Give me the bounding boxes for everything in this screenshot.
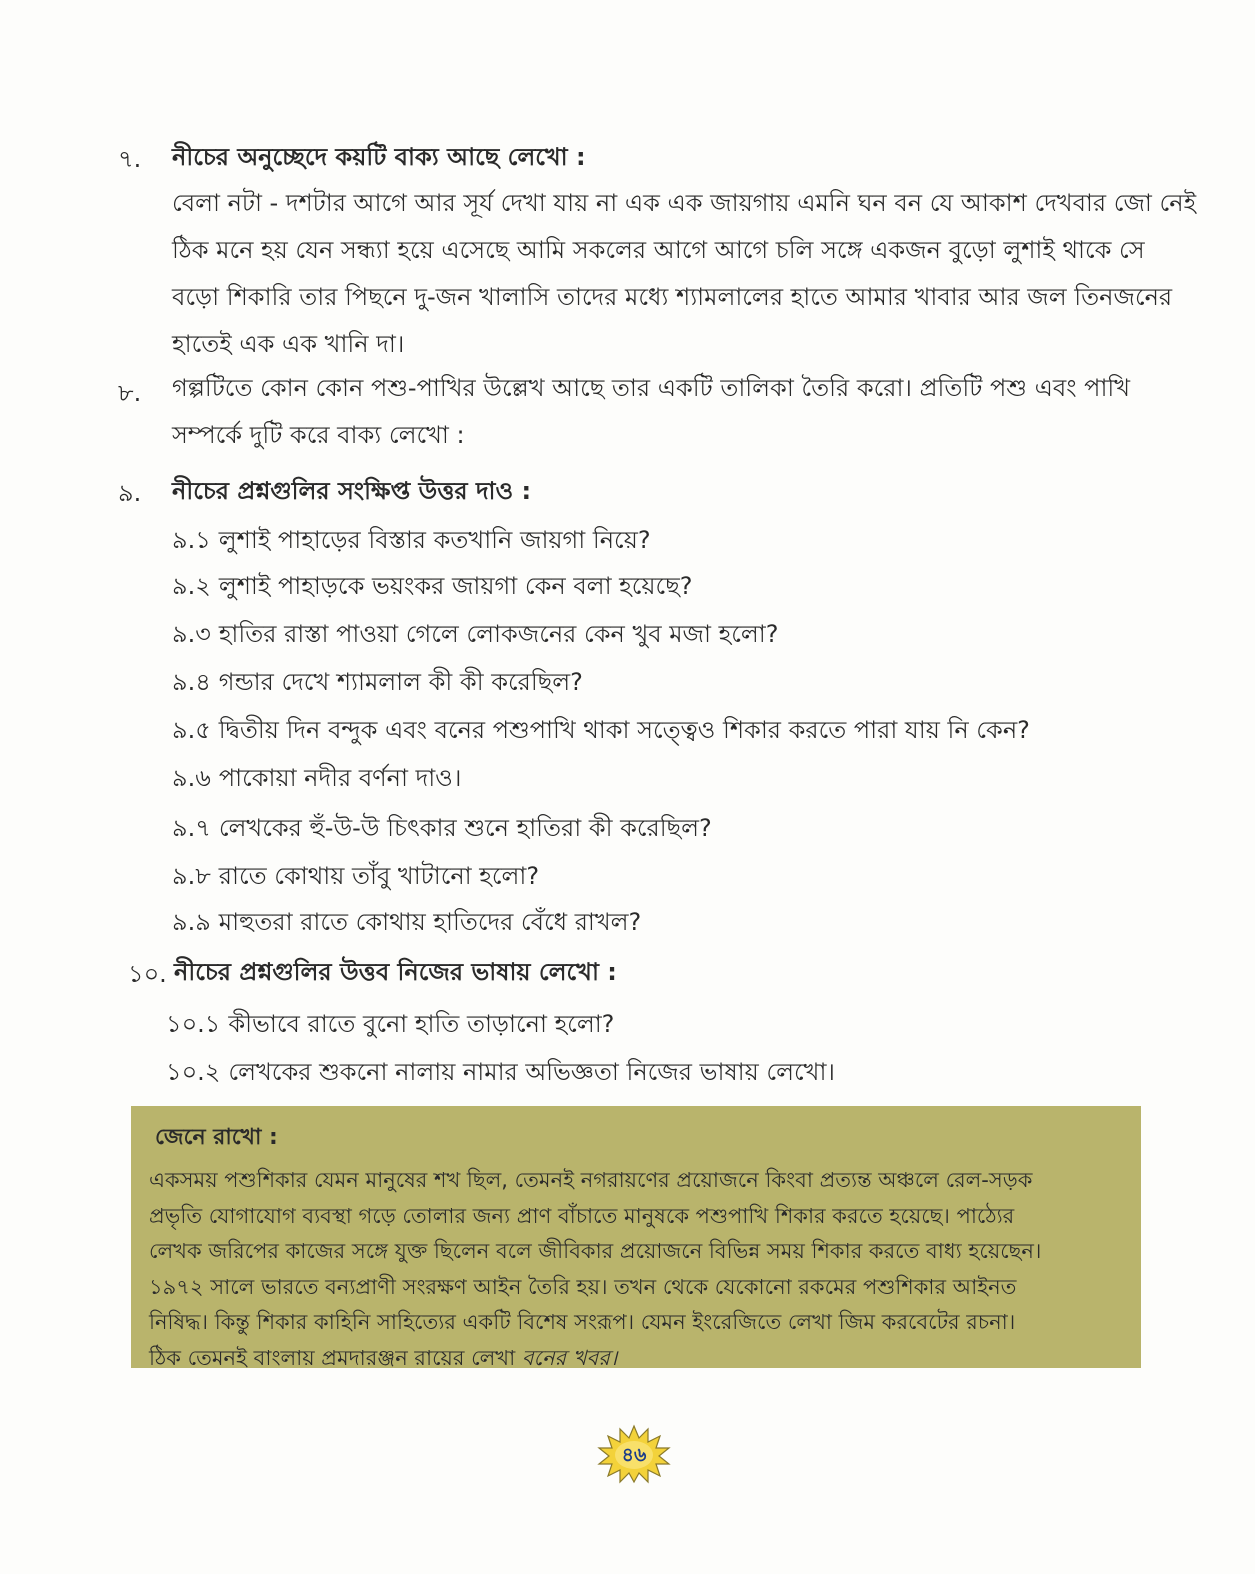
sub-question-text: পাকোয়া নদীর বর্ণনা দাও।: [218, 764, 462, 792]
sub-question-number: ৯.৩: [172, 620, 211, 648]
book-title: বনের খবর।: [521, 1345, 618, 1370]
note-line: একসময় পশুশিকার যেমন মানুষের শখ ছিল, তেমনই নগরায়ণের প্রয়োজনে কিংবা প্রত্যন্ত অঞ্চলে রেল-সড়ক: [149, 1168, 1033, 1192]
sub-question: [172, 568, 692, 608]
sub-question-text: রাতে কোথায় তাঁবু খাটানো হলো?: [218, 862, 540, 890]
sub-question-text: লুশাই পাহাড়কে ভয়ংকর জায়গা কেন বলা হয়েছে?: [218, 572, 693, 600]
note-line: নিষিদ্ধ। কিন্তু শিকার কাহিনি সাহিত্যের একটি বিশেষ সংরূপ। যেমন ইংরেজিতে লেখা জিম করবেটের রচনা।: [149, 1310, 1016, 1334]
question-number: ৮.: [118, 379, 142, 407]
sub-question-text: দ্বিতীয় দিন বন্দুক এবং বনের পশুপাখি থাকা সত্ত্বেও শিকার করতে পারা যায় নি কেন?: [218, 716, 1030, 744]
note-line: লেখক জরিপের কাজের সঙ্গে যুক্ত ছিলেন বলে জীবিকার প্রয়োজনে বিভিন্ন সময় শিকার করতে বাধ্য হয়েছেন।: [149, 1239, 1042, 1263]
note-line: ১৯৭২ সালে ভারতে বন্যপ্রাণী সংরক্ষণ আইন তৈরি হয়। তখন থেকে যেকোনো রকমের পশুশিকার আইনত: [149, 1274, 1017, 1299]
sub-question-number: ৯.৫: [172, 716, 211, 744]
sub-question: [172, 664, 583, 704]
sub-question: [172, 810, 712, 850]
page-number-badge: [596, 1424, 672, 1484]
note-title: জেনে রাখো :: [155, 1125, 278, 1150]
paragraph-line: হাতেই এক এক খানি দা।: [172, 330, 405, 358]
sub-question-number: ৯.৮: [172, 862, 211, 890]
sub-question: [166, 1006, 614, 1046]
question-heading: নীচের অনুচ্ছেদে কয়টি বাক্য আছে লেখো :: [172, 143, 586, 171]
note-last-line-text: ঠিক তেমনই বাংলায় প্রমদারঞ্জন রায়ের লেখা: [149, 1345, 522, 1370]
question-number: ১০.: [128, 960, 167, 988]
sub-question-text: লুশাই পাহাড়ের বিস্তার কতখানি জায়গা নিয়ে?: [218, 526, 651, 554]
sub-question-number: ৯.৪: [172, 668, 211, 696]
paragraph-line: সম্পর্কে দুটি করে বাক্য লেখো :: [172, 421, 465, 449]
sub-question-text: হাতির রাস্তা পাওয়া গেলে লোকজনের কেন খুব মজা হলো?: [218, 620, 779, 648]
paragraph-line: বেলা নটা - দশটার আগে আর সূর্য দেখা যায় না এক এক জায়গায় এমনি ঘন বন যে আকাশ দেখবার জো নেই: [172, 189, 1197, 217]
sub-question-text: মাহুতরা রাতে কোথায় হাতিদের বেঁধে রাখল?: [218, 908, 642, 936]
sub-question: [172, 858, 539, 898]
sub-question-number: ৯.৭: [172, 814, 211, 842]
question-number: ৯.: [118, 479, 142, 507]
sub-question-number: ১০.২: [166, 1058, 221, 1086]
sub-question: [172, 522, 651, 562]
know-this-box: [131, 1106, 1141, 1368]
question-paragraph: [172, 180, 1196, 368]
sub-question-text: গন্ডার দেখে শ্যামলাল কী কী করেছিল?: [218, 668, 583, 696]
sub-question: [172, 616, 778, 656]
question-heading: নীচের প্রশ্নগুলির উত্তব নিজের ভাষায় লেখো :: [174, 958, 617, 986]
question-number: ৭.: [118, 145, 142, 173]
question-heading: নীচের প্রশ্নগুলির সংক্ষিপ্ত উত্তর দাও :: [172, 477, 532, 505]
sub-question-text: লেখকের হুঁ-উ-উ চিৎকার শুনে হাতিরা কী করেছিল?: [218, 814, 712, 842]
question-paragraph: [172, 365, 1130, 459]
paragraph-line: গল্পটিতে কোন কোন পশু-পাখির উল্লেখ আছে তার একটি তালিকা তৈরি করো। প্রতিটি পশু এবং পাখি: [172, 374, 1131, 402]
sub-question-number: ৯.২: [172, 572, 211, 600]
sub-question: [172, 712, 1030, 752]
sub-question-number: ১০.১: [166, 1010, 221, 1038]
sub-question-number: ৯.১: [172, 526, 211, 554]
sub-question-number: ৯.৯: [172, 908, 211, 936]
note-line: প্রভৃতি যোগাযোগ ব্যবস্থা গড়ে তোলার জন্য প্রাণ বাঁচাতে মানুষকে পশুপাখি শিকার করতে হয়েছে। পাঠ্যের: [149, 1203, 1015, 1228]
paragraph-line: বড়ো শিকারি তার পিছনে দু-জন খালাসি তাদের মধ্যে শ্যামলালের হাতে আমার খাবার আর জল তিনজনের: [172, 283, 1173, 311]
sub-question: [166, 1054, 835, 1094]
sub-question: [172, 760, 461, 800]
page-number: ৪৬: [621, 1444, 647, 1466]
sub-question-text: কীভাবে রাতে বুনো হাতি তাড়ানো হলো?: [228, 1010, 615, 1038]
sub-question-number: ৯.৬: [172, 764, 211, 792]
sub-question-text: লেখকের শুকনো নালায় নামার অভিজ্ঞতা নিজের ভাষায় লেখো।: [228, 1058, 835, 1086]
note-body: [149, 1163, 1123, 1376]
note-line: [149, 1341, 1123, 1377]
paragraph-line: ঠিক মনে হয় যেন সন্ধ্যা হয়ে এসেছে আমি সকলের আগে আগে চলি সঙ্গে একজন বুড়ো লুশাই থাকে সে: [172, 236, 1145, 264]
sub-question: [172, 904, 641, 944]
